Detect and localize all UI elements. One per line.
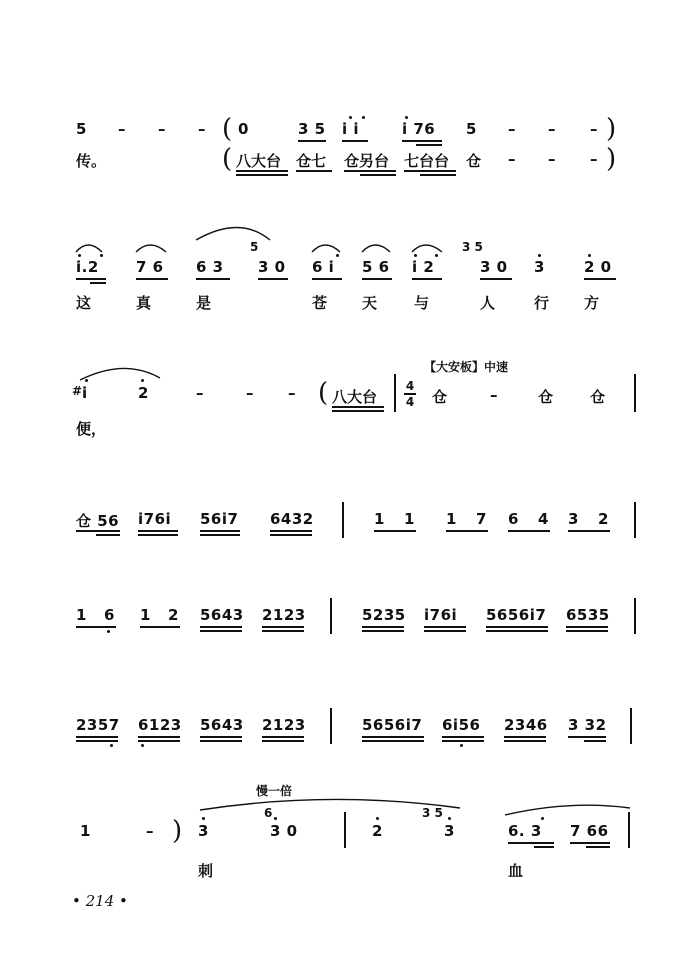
high-dot — [435, 254, 438, 257]
dash: – — [508, 120, 516, 138]
note-group: 5235 — [362, 606, 406, 624]
note: 1 — [404, 510, 415, 528]
underline — [90, 282, 106, 284]
note-group: 5656i7 — [486, 606, 547, 624]
note: 2 — [598, 510, 609, 528]
note: 2 — [168, 606, 179, 624]
note: 7 — [476, 510, 487, 528]
underline — [312, 278, 342, 280]
note-group: 6123 — [138, 716, 182, 734]
perc-syllable: 仓 — [466, 152, 482, 170]
underline — [570, 842, 610, 844]
lyric: 行 — [534, 294, 550, 312]
underline — [200, 626, 242, 628]
note-group: 仓 56 — [76, 512, 120, 530]
low-dot — [141, 744, 144, 747]
high-dot — [336, 254, 339, 257]
bar-line — [630, 708, 632, 744]
note: 5 — [76, 120, 87, 138]
underline — [96, 534, 120, 536]
perc-syllable: 八大台 — [332, 388, 378, 406]
underline — [76, 278, 106, 280]
dash: – — [198, 120, 206, 138]
perc-syllable: 仓七 — [296, 152, 327, 170]
underline — [362, 630, 404, 632]
note: 3 — [534, 258, 545, 276]
bar-line — [330, 708, 332, 744]
grace-note: 5 — [250, 240, 259, 254]
underline — [446, 530, 488, 532]
underline — [534, 846, 554, 848]
underline — [298, 140, 326, 142]
underline — [566, 630, 608, 632]
underline — [480, 278, 512, 280]
tempo-marking: 慢一倍 — [256, 784, 293, 798]
high-dot — [141, 379, 144, 382]
underline — [412, 278, 442, 280]
underline — [138, 534, 178, 536]
underline — [344, 170, 396, 172]
note: 3 — [444, 822, 455, 840]
grace-note: 3 5 — [462, 240, 483, 254]
underline — [296, 170, 332, 172]
note-group: 5 6 — [362, 258, 390, 276]
dash: – — [548, 150, 556, 168]
lyric: 是 — [196, 294, 212, 312]
note-group: i76i — [138, 510, 172, 528]
note-group: 5656i7 — [362, 716, 423, 734]
underline — [196, 278, 230, 280]
bar-line — [394, 374, 396, 412]
underline — [258, 278, 288, 280]
underline — [236, 170, 288, 172]
note-group: i76i — [424, 606, 458, 624]
lyric: 这 — [76, 294, 92, 312]
note-group: 7 6 — [136, 258, 164, 276]
lyric: 传。 — [76, 152, 107, 170]
note-group: 2123 — [262, 716, 306, 734]
dash: – — [118, 120, 126, 138]
underline — [362, 736, 424, 738]
underline — [402, 140, 442, 142]
dash: – — [246, 384, 254, 402]
perc-syllable: 仓另台 — [344, 152, 390, 170]
dash: – — [548, 120, 556, 138]
high-dot — [202, 817, 205, 820]
low-dot — [107, 630, 110, 633]
dash: – — [508, 150, 516, 168]
note-group: 6 i — [312, 258, 335, 276]
dash: – — [590, 120, 598, 138]
underline — [76, 736, 118, 738]
low-dot — [460, 744, 463, 747]
note-group: 6i56 — [442, 716, 481, 734]
note-group: 2346 — [504, 716, 548, 734]
underline — [504, 736, 546, 738]
underline — [508, 530, 550, 532]
note: 1 — [446, 510, 457, 528]
underline — [362, 740, 424, 742]
lyric: 人 — [480, 294, 496, 312]
underline — [442, 736, 484, 738]
underline — [200, 534, 240, 536]
note-group: 6535 — [566, 606, 610, 624]
underline — [360, 174, 396, 176]
bar-line — [330, 598, 332, 634]
note: 5 — [466, 120, 477, 138]
note: 1 — [374, 510, 385, 528]
time-sig-bottom: 4 — [405, 394, 415, 409]
underline — [200, 630, 242, 632]
perc-syllable: 七台台 — [404, 152, 450, 170]
note: 4 — [538, 510, 549, 528]
note-group: 5643 — [200, 606, 244, 624]
underline — [486, 626, 548, 628]
high-dot — [85, 379, 88, 382]
underline — [508, 842, 554, 844]
underline — [404, 170, 456, 172]
underline — [568, 736, 606, 738]
note-group: 6 3 — [196, 258, 224, 276]
note-group: 3 32 — [568, 716, 607, 734]
dash: – — [590, 150, 598, 168]
low-dot — [110, 744, 113, 747]
underline — [236, 174, 288, 176]
underline — [568, 530, 610, 532]
grace-note: 3 5 — [422, 806, 443, 820]
note-group: 3 5 — [298, 120, 326, 138]
underline — [270, 530, 312, 532]
note: 1 — [140, 606, 151, 624]
note: 3 — [198, 822, 209, 840]
high-dot — [405, 116, 408, 119]
dash: – — [196, 384, 204, 402]
underline — [416, 144, 442, 146]
open-paren: ( — [318, 378, 329, 408]
high-dot — [414, 254, 417, 257]
note: 1 — [76, 606, 87, 624]
high-dot — [541, 817, 544, 820]
underline — [342, 140, 368, 142]
underline — [76, 626, 116, 628]
note-group: 2123 — [262, 606, 306, 624]
dash: – — [158, 120, 166, 138]
bar-line — [342, 502, 344, 538]
underline — [424, 626, 466, 628]
underline — [136, 278, 168, 280]
note-group: 3 0 — [270, 822, 298, 840]
underline — [262, 736, 304, 738]
bar-line — [634, 502, 636, 538]
note-group: i i — [342, 120, 360, 138]
high-dot — [100, 254, 103, 257]
high-dot — [448, 817, 451, 820]
note-group: 56i7 — [200, 510, 239, 528]
underline — [486, 630, 548, 632]
note: 2 — [372, 822, 383, 840]
underline — [420, 174, 456, 176]
dash: – — [146, 822, 154, 840]
time-sig-top: 4 — [405, 379, 415, 393]
note-group: i 76 — [402, 120, 436, 138]
note-group: 2357 — [76, 716, 120, 734]
underline — [270, 534, 312, 536]
underline — [504, 740, 546, 742]
underline — [586, 846, 610, 848]
perc-syllable: 仓 — [432, 388, 448, 406]
page-number: • 214 • — [72, 892, 128, 910]
underline — [76, 530, 120, 532]
perc-syllable: 八大台 — [236, 152, 282, 170]
underline — [76, 740, 118, 742]
lyric: 刺 — [198, 862, 214, 880]
open-paren: ( — [222, 144, 233, 174]
close-paren: ) — [606, 114, 617, 144]
close-paren: ) — [172, 816, 183, 846]
underline — [362, 626, 404, 628]
sharp-sign: # — [72, 384, 83, 398]
note-group: i 2 — [412, 258, 435, 276]
note-group: 6. 3 — [508, 822, 542, 840]
high-dot — [349, 116, 352, 119]
note: 6 — [104, 606, 115, 624]
note: 6 — [508, 510, 519, 528]
underline — [362, 278, 392, 280]
high-dot — [362, 116, 365, 119]
high-dot — [538, 254, 541, 257]
underline — [332, 406, 384, 408]
underline — [262, 630, 304, 632]
bar-line — [344, 812, 346, 848]
underline — [138, 740, 180, 742]
underline — [200, 530, 240, 532]
lyric: 苍 — [312, 294, 328, 312]
underline — [140, 626, 180, 628]
underline — [424, 630, 466, 632]
underline — [200, 736, 242, 738]
note-group: 7 66 — [570, 822, 609, 840]
underline — [566, 626, 608, 628]
note: i — [82, 384, 88, 402]
close-paren: ) — [606, 144, 617, 174]
underline — [374, 530, 416, 532]
high-dot — [274, 817, 277, 820]
underline — [138, 736, 180, 738]
open-paren: ( — [222, 114, 233, 144]
lyric: 方 — [584, 294, 600, 312]
bar-line — [634, 598, 636, 634]
note-group: 2 0 — [584, 258, 612, 276]
underline — [584, 278, 616, 280]
underline — [138, 530, 178, 532]
dash: – — [490, 386, 498, 404]
perc-syllable: 仓 — [590, 388, 606, 406]
note-group: 3 0 — [480, 258, 508, 276]
perc-syllable: 仓 — [538, 388, 554, 406]
underline — [442, 740, 484, 742]
note-group: 5643 — [200, 716, 244, 734]
underline — [200, 740, 242, 742]
tempo-marking: 【大安板】中速 — [424, 360, 509, 374]
note: 0 — [238, 120, 249, 138]
lyric: 天 — [362, 294, 378, 312]
dash: – — [288, 384, 296, 402]
lyric: 便， — [76, 420, 107, 438]
underline — [584, 740, 606, 742]
note: 3 — [568, 510, 579, 528]
bar-line — [634, 374, 636, 412]
note: 2 — [138, 384, 149, 402]
bar-line — [628, 812, 630, 848]
underline — [262, 740, 304, 742]
high-dot — [78, 254, 81, 257]
note-group: i.2 — [76, 258, 99, 276]
lyric: 血 — [508, 862, 524, 880]
underline — [262, 626, 304, 628]
high-dot — [376, 817, 379, 820]
lyric: 真 — [136, 294, 152, 312]
note-group: 3 0 — [258, 258, 286, 276]
note: 1 — [80, 822, 91, 840]
note-group: 6432 — [270, 510, 314, 528]
high-dot — [588, 254, 591, 257]
underline — [332, 410, 384, 412]
grace-note: 6 — [264, 806, 273, 820]
time-signature — [404, 380, 416, 408]
lyric: 与 — [414, 294, 430, 312]
